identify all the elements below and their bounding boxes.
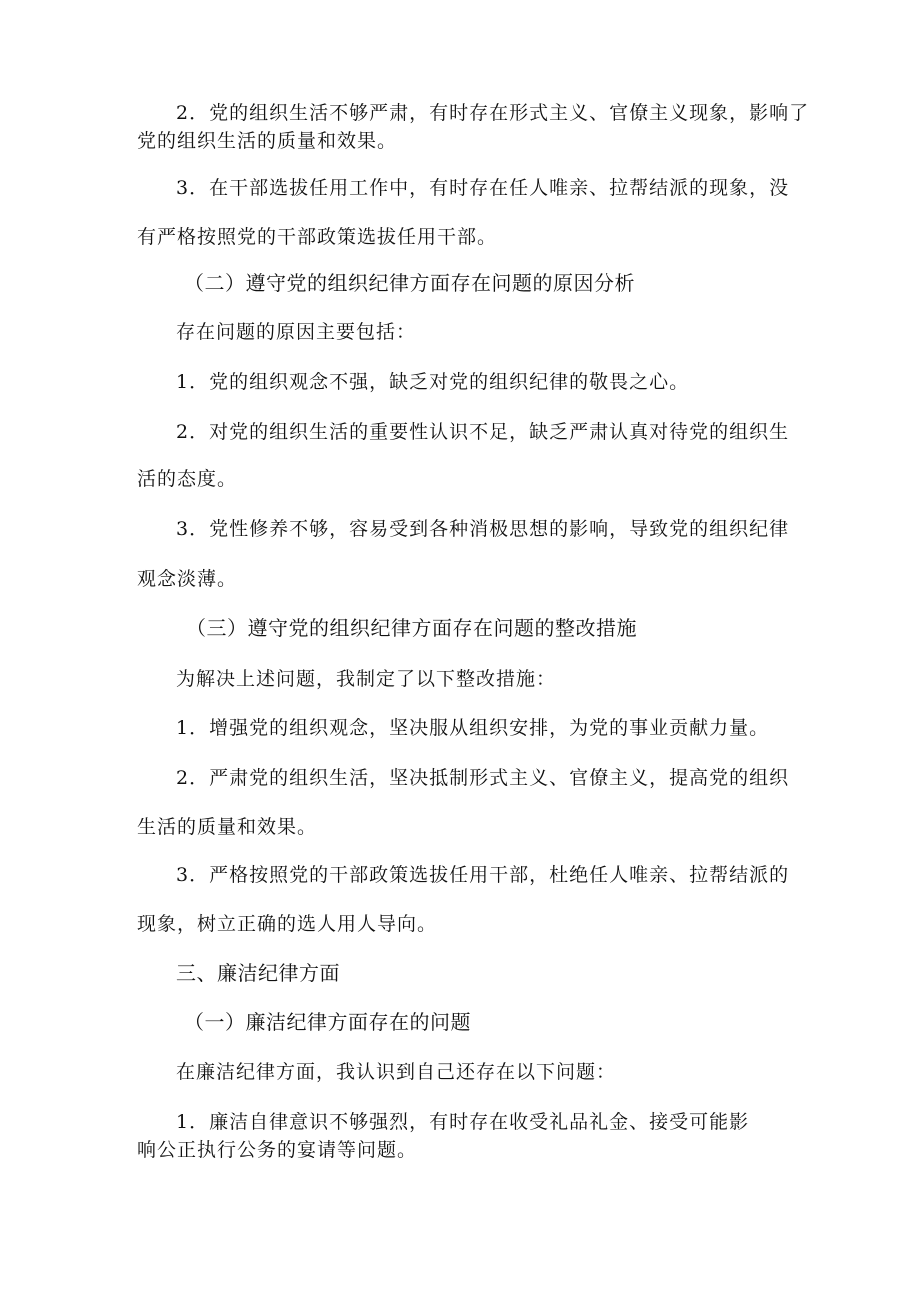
subheading-integrity-issues: （一）廉洁纪律方面存在的问题 (184, 1010, 471, 1034)
measure-item-3-line-1: 3．严格按照党的干部政策选拔任用干部，杜绝任人唯亲、拉帮结派的 (176, 864, 790, 886)
measure-item-2-line-1: 2．严肃党的组织生活，坚决抵制形式主义、官僚主义，提高党的组织 (176, 767, 790, 789)
integrity-item-1-line-1: 1．廉洁自律意识不够强烈，有时存在收受礼品礼金、接受可能影 (176, 1111, 750, 1133)
cause-item-2-line-2: 活的态度。 (137, 468, 238, 490)
paragraph-3-line-1: 3．在干部选拔任用工作中，有时存在任人唯亲、拉帮结派的现象，没 (176, 177, 790, 199)
paragraph-2-line-1: 2．党的组织生活不够严肃，有时存在形式主义、官僚主义现象，影响了 (176, 102, 810, 124)
paragraph-3-line-2: 有严格按照党的干部政策选拔任用干部。 (137, 226, 498, 248)
cause-item-3-line-2: 观念淡薄。 (137, 568, 238, 590)
integrity-item-1-line-2: 响公正执行公务的宴请等问题。 (137, 1139, 418, 1161)
measure-item-3-line-2: 现象，树立正确的选人用人导向。 (137, 913, 438, 935)
cause-item-3-line-1: 3．党性修养不够，容易受到各种消极思想的影响，导致党的组织纪律 (176, 518, 790, 540)
subheading-cause-analysis: （二）遵守党的组织纪律方面存在问题的原因分析 (184, 271, 635, 295)
paragraph-integrity-intro: 在廉洁纪律方面，我认识到自己还存在以下问题： (176, 1061, 617, 1083)
section-heading-integrity: 三、廉洁纪律方面 (176, 961, 340, 985)
measure-item-1: 1．增强党的组织观念，坚决服从组织安排，为党的事业贡献力量。 (176, 717, 770, 739)
measure-item-2-line-2: 生活的质量和效果。 (137, 816, 318, 838)
paragraph-causes-intro: 存在问题的原因主要包括： (176, 321, 417, 343)
cause-item-2-line-1: 2．对党的组织生活的重要性认识不足，缺乏严肃认真对待党的组织生 (176, 421, 790, 443)
subheading-rectification: （三）遵守党的组织纪律方面存在问题的整改措施 (186, 616, 637, 640)
paragraph-2-line-2: 党的组织生活的质量和效果。 (137, 130, 398, 152)
cause-item-1: 1．党的组织观念不强，缺乏对党的组织纪律的敬畏之心。 (176, 371, 690, 393)
paragraph-measures-intro: 为解决上述问题，我制定了以下整改措施： (176, 668, 557, 690)
